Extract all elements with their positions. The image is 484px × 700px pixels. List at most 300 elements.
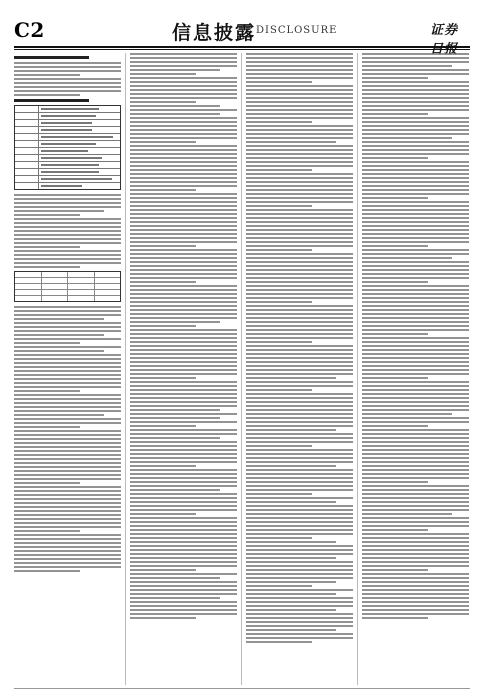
text-line xyxy=(14,434,121,436)
text-line xyxy=(130,497,237,499)
text-line xyxy=(362,457,469,459)
text-line xyxy=(246,433,353,435)
text-line xyxy=(130,273,237,275)
text-line xyxy=(246,397,353,399)
text-line xyxy=(246,113,353,115)
text-line xyxy=(14,410,121,412)
text-line xyxy=(14,254,121,256)
text-line xyxy=(130,393,237,395)
text-line xyxy=(130,581,237,583)
text-line xyxy=(362,173,469,175)
text-line xyxy=(130,173,237,175)
text-line xyxy=(14,354,121,356)
text-line xyxy=(362,529,428,531)
text-line xyxy=(130,213,237,215)
text-line xyxy=(246,593,336,595)
text-line xyxy=(362,305,469,307)
text-line xyxy=(14,542,121,544)
text-line xyxy=(362,125,469,127)
text-line xyxy=(14,346,121,348)
text-line xyxy=(362,141,469,143)
text-line xyxy=(14,526,121,528)
text-line xyxy=(246,465,336,467)
text-line xyxy=(362,65,452,67)
text-line xyxy=(246,373,353,375)
text-line xyxy=(362,561,469,563)
text-line xyxy=(14,386,121,388)
text-line xyxy=(246,249,312,251)
text-line xyxy=(14,498,121,500)
text-line xyxy=(130,573,237,575)
text-line xyxy=(362,605,469,607)
text-line xyxy=(246,281,353,283)
text-line xyxy=(246,549,353,551)
text-line xyxy=(130,493,237,495)
text-line xyxy=(130,433,237,435)
text-line xyxy=(362,537,469,539)
text-line xyxy=(130,517,237,519)
text-line xyxy=(362,437,469,439)
text-line xyxy=(130,461,237,463)
text-line xyxy=(362,105,469,107)
text-line xyxy=(246,225,353,227)
text-line xyxy=(246,301,312,303)
text-line xyxy=(362,481,428,483)
text-line xyxy=(246,529,353,531)
text-line xyxy=(246,625,353,627)
text-line xyxy=(246,541,336,543)
text-line xyxy=(246,229,353,231)
text-line xyxy=(246,93,353,95)
text-line xyxy=(246,241,353,243)
text-line xyxy=(246,85,353,87)
text-line xyxy=(14,534,121,536)
text-line xyxy=(246,425,353,427)
text-line xyxy=(246,213,353,215)
text-line xyxy=(14,510,121,512)
text-line xyxy=(14,226,121,228)
text-line xyxy=(362,73,469,75)
text-line xyxy=(362,109,469,111)
text-line xyxy=(362,217,469,219)
text-line xyxy=(130,177,237,179)
text-line xyxy=(130,345,237,347)
text-line xyxy=(130,437,220,439)
text-line xyxy=(130,161,237,163)
text-line xyxy=(362,153,469,155)
text-line xyxy=(362,185,469,187)
text-line xyxy=(130,301,237,303)
text-line xyxy=(246,185,353,187)
text-line xyxy=(362,93,469,95)
text-line xyxy=(14,362,121,364)
text-line xyxy=(246,209,353,211)
text-line xyxy=(362,565,469,567)
text-line xyxy=(246,413,353,415)
text-line xyxy=(246,157,353,159)
paragraph-heading xyxy=(14,56,89,59)
text-line xyxy=(362,69,469,71)
text-line xyxy=(130,205,237,207)
text-line xyxy=(362,445,469,447)
text-line xyxy=(14,326,121,328)
text-line xyxy=(130,197,237,199)
text-line xyxy=(362,201,469,203)
text-line xyxy=(130,281,196,283)
text-line xyxy=(246,137,353,139)
text-line xyxy=(362,321,469,323)
text-line xyxy=(14,378,121,380)
text-line xyxy=(130,405,237,407)
text-line xyxy=(246,73,353,75)
text-line xyxy=(130,261,237,263)
text-line xyxy=(246,153,353,155)
text-line xyxy=(362,485,469,487)
text-line xyxy=(246,401,353,403)
text-line xyxy=(246,341,312,343)
text-line xyxy=(130,361,237,363)
text-line xyxy=(362,309,469,311)
text-line xyxy=(14,258,121,260)
text-line xyxy=(14,394,121,396)
text-line xyxy=(362,397,469,399)
text-line xyxy=(362,501,469,503)
text-line xyxy=(14,490,121,492)
text-line xyxy=(130,129,237,131)
text-line xyxy=(130,141,196,143)
text-line xyxy=(362,317,469,319)
text-line xyxy=(246,89,353,91)
text-line xyxy=(130,609,237,611)
text-line xyxy=(14,374,121,376)
text-line xyxy=(130,601,237,603)
text-line xyxy=(246,77,353,79)
text-line xyxy=(14,462,121,464)
text-line xyxy=(246,613,353,615)
text-line xyxy=(246,145,353,147)
text-line xyxy=(246,133,353,135)
text-line xyxy=(362,541,469,543)
text-line xyxy=(362,177,469,179)
text-line xyxy=(14,210,104,212)
text-line xyxy=(246,329,353,331)
text-line xyxy=(362,329,469,331)
text-line xyxy=(246,289,353,291)
text-line xyxy=(130,553,237,555)
text-line xyxy=(362,197,428,199)
text-line xyxy=(246,361,353,363)
text-line xyxy=(14,370,121,372)
text-line xyxy=(246,101,353,103)
text-line xyxy=(362,229,469,231)
text-line xyxy=(362,89,469,91)
text-line xyxy=(130,605,237,607)
text-line xyxy=(246,469,353,471)
column-divider xyxy=(357,53,358,685)
text-line xyxy=(362,97,469,99)
text-line xyxy=(14,426,80,428)
text-line xyxy=(362,549,469,551)
text-line xyxy=(130,117,237,119)
text-line xyxy=(130,525,237,527)
text-line xyxy=(362,345,469,347)
text-line xyxy=(246,65,353,67)
text-line xyxy=(246,197,353,199)
text-line xyxy=(130,253,237,255)
text-column-2 xyxy=(130,53,237,685)
text-line xyxy=(362,517,469,519)
text-line xyxy=(362,597,469,599)
text-line xyxy=(246,57,353,59)
text-line xyxy=(246,221,353,223)
text-line xyxy=(246,621,353,623)
text-line xyxy=(246,81,312,83)
text-line xyxy=(246,337,353,339)
text-line xyxy=(130,565,237,567)
text-line xyxy=(130,501,237,503)
text-line xyxy=(362,165,469,167)
text-line xyxy=(246,525,353,527)
text-line xyxy=(246,325,353,327)
text-line xyxy=(14,198,121,200)
text-line xyxy=(14,82,121,84)
text-line xyxy=(362,205,469,207)
text-line xyxy=(130,89,237,91)
text-line xyxy=(362,421,469,423)
text-line xyxy=(362,429,469,431)
text-line xyxy=(14,454,121,456)
text-line xyxy=(246,333,353,335)
text-line xyxy=(246,313,353,315)
text-line xyxy=(246,565,353,567)
text-line xyxy=(362,61,469,63)
text-line xyxy=(130,309,237,311)
text-line xyxy=(14,342,80,344)
text-line xyxy=(130,97,237,99)
text-line xyxy=(362,369,469,371)
text-line xyxy=(362,149,469,151)
text-line xyxy=(130,329,237,331)
text-line xyxy=(246,161,353,163)
text-line xyxy=(246,445,312,447)
text-line xyxy=(362,241,469,243)
text-line xyxy=(130,153,237,155)
text-line xyxy=(362,577,469,579)
text-line xyxy=(130,549,237,551)
text-line xyxy=(14,322,121,324)
text-line xyxy=(130,133,237,135)
footer-rule xyxy=(14,688,470,689)
text-column-3 xyxy=(246,53,353,685)
text-line xyxy=(14,350,104,352)
text-line xyxy=(246,485,353,487)
text-line xyxy=(362,413,452,415)
text-line xyxy=(246,597,353,599)
text-line xyxy=(362,425,428,427)
text-line xyxy=(14,470,121,472)
text-line xyxy=(246,405,353,407)
text-line xyxy=(362,377,428,379)
text-line xyxy=(362,613,469,615)
text-line xyxy=(246,601,353,603)
text-line xyxy=(362,593,469,595)
text-line xyxy=(130,617,196,619)
text-line xyxy=(362,473,469,475)
text-line xyxy=(130,125,237,127)
text-line xyxy=(130,485,237,487)
text-line xyxy=(130,445,237,447)
text-line xyxy=(246,441,353,443)
text-line xyxy=(130,597,220,599)
text-line xyxy=(362,465,469,467)
text-line xyxy=(362,513,452,515)
text-line xyxy=(362,505,469,507)
text-line xyxy=(130,137,237,139)
text-line xyxy=(246,573,353,575)
text-line xyxy=(130,481,237,483)
text-line xyxy=(130,377,196,379)
text-line xyxy=(362,313,469,315)
text-line xyxy=(14,222,121,224)
text-line xyxy=(246,269,353,271)
text-line xyxy=(130,121,237,123)
text-line xyxy=(130,317,237,319)
text-line xyxy=(130,189,196,191)
text-line xyxy=(130,341,237,343)
text-line xyxy=(14,238,121,240)
text-line xyxy=(362,497,469,499)
text-line xyxy=(14,438,121,440)
text-line xyxy=(246,557,336,559)
text-line xyxy=(362,181,469,183)
text-line xyxy=(362,273,469,275)
text-line xyxy=(362,265,469,267)
text-line xyxy=(130,541,237,543)
text-line xyxy=(14,546,121,548)
masthead-rule xyxy=(14,46,470,48)
text-line xyxy=(246,193,353,195)
text-line xyxy=(246,201,353,203)
text-line xyxy=(130,289,237,291)
text-line xyxy=(14,246,80,248)
text-line xyxy=(246,321,353,323)
text-line xyxy=(362,585,469,587)
text-line xyxy=(130,321,220,323)
text-line xyxy=(130,269,237,271)
text-line xyxy=(14,318,104,320)
text-line xyxy=(14,390,80,392)
text-line xyxy=(246,505,353,507)
text-line xyxy=(362,169,469,171)
text-line xyxy=(14,230,121,232)
text-line xyxy=(362,381,469,383)
text-line xyxy=(246,633,353,635)
text-line xyxy=(130,185,237,187)
text-line xyxy=(130,449,237,451)
text-line xyxy=(130,373,237,375)
text-line xyxy=(246,537,312,539)
text-line xyxy=(14,502,121,504)
text-line xyxy=(14,266,80,268)
text-line xyxy=(246,245,353,247)
text-line xyxy=(14,62,121,64)
text-line xyxy=(14,522,121,524)
text-line xyxy=(246,637,353,639)
text-line xyxy=(362,289,469,291)
section-title-en: DISCLOSURE xyxy=(256,25,338,36)
text-line xyxy=(362,545,469,547)
text-line xyxy=(130,265,237,267)
text-line xyxy=(14,530,80,532)
text-line xyxy=(130,425,196,427)
text-line xyxy=(362,393,469,395)
text-line xyxy=(130,441,237,443)
text-line xyxy=(362,409,469,411)
text-line xyxy=(246,381,353,383)
masthead-rule-thin xyxy=(14,49,470,50)
text-line xyxy=(362,293,469,295)
text-line xyxy=(14,306,121,308)
text-line xyxy=(14,218,121,220)
text-line xyxy=(362,401,469,403)
text-line xyxy=(246,53,353,55)
text-line xyxy=(14,554,121,556)
text-line xyxy=(362,225,469,227)
text-line xyxy=(14,538,121,540)
text-line xyxy=(130,409,220,411)
text-line xyxy=(130,389,237,391)
text-line xyxy=(130,85,237,87)
text-line xyxy=(130,65,237,67)
text-line xyxy=(246,349,353,351)
text-line xyxy=(362,337,469,339)
text-line xyxy=(14,94,80,96)
text-line xyxy=(130,145,237,147)
text-line xyxy=(362,193,469,195)
text-line xyxy=(246,641,312,643)
text-line xyxy=(246,165,353,167)
page-number: C2 xyxy=(14,18,45,42)
text-line xyxy=(246,353,353,355)
text-line xyxy=(14,466,121,468)
text-line xyxy=(130,413,237,415)
text-line xyxy=(362,285,469,287)
text-line xyxy=(246,605,353,607)
text-line xyxy=(362,357,469,359)
text-line xyxy=(246,297,353,299)
text-line xyxy=(130,73,196,75)
text-line xyxy=(130,457,237,459)
text-line xyxy=(246,489,353,491)
text-line xyxy=(362,353,469,355)
text-line xyxy=(246,293,353,295)
text-line xyxy=(246,449,353,451)
text-line xyxy=(246,233,353,235)
text-line xyxy=(130,225,237,227)
text-line xyxy=(14,194,121,196)
text-line xyxy=(246,553,353,555)
text-line xyxy=(14,330,121,332)
text-line xyxy=(130,385,237,387)
text-line xyxy=(130,593,237,595)
text-line xyxy=(362,489,469,491)
text-line xyxy=(362,325,469,327)
text-line xyxy=(14,358,121,360)
text-line xyxy=(362,569,428,571)
text-line xyxy=(246,513,353,515)
text-line xyxy=(362,609,469,611)
text-line xyxy=(130,545,237,547)
